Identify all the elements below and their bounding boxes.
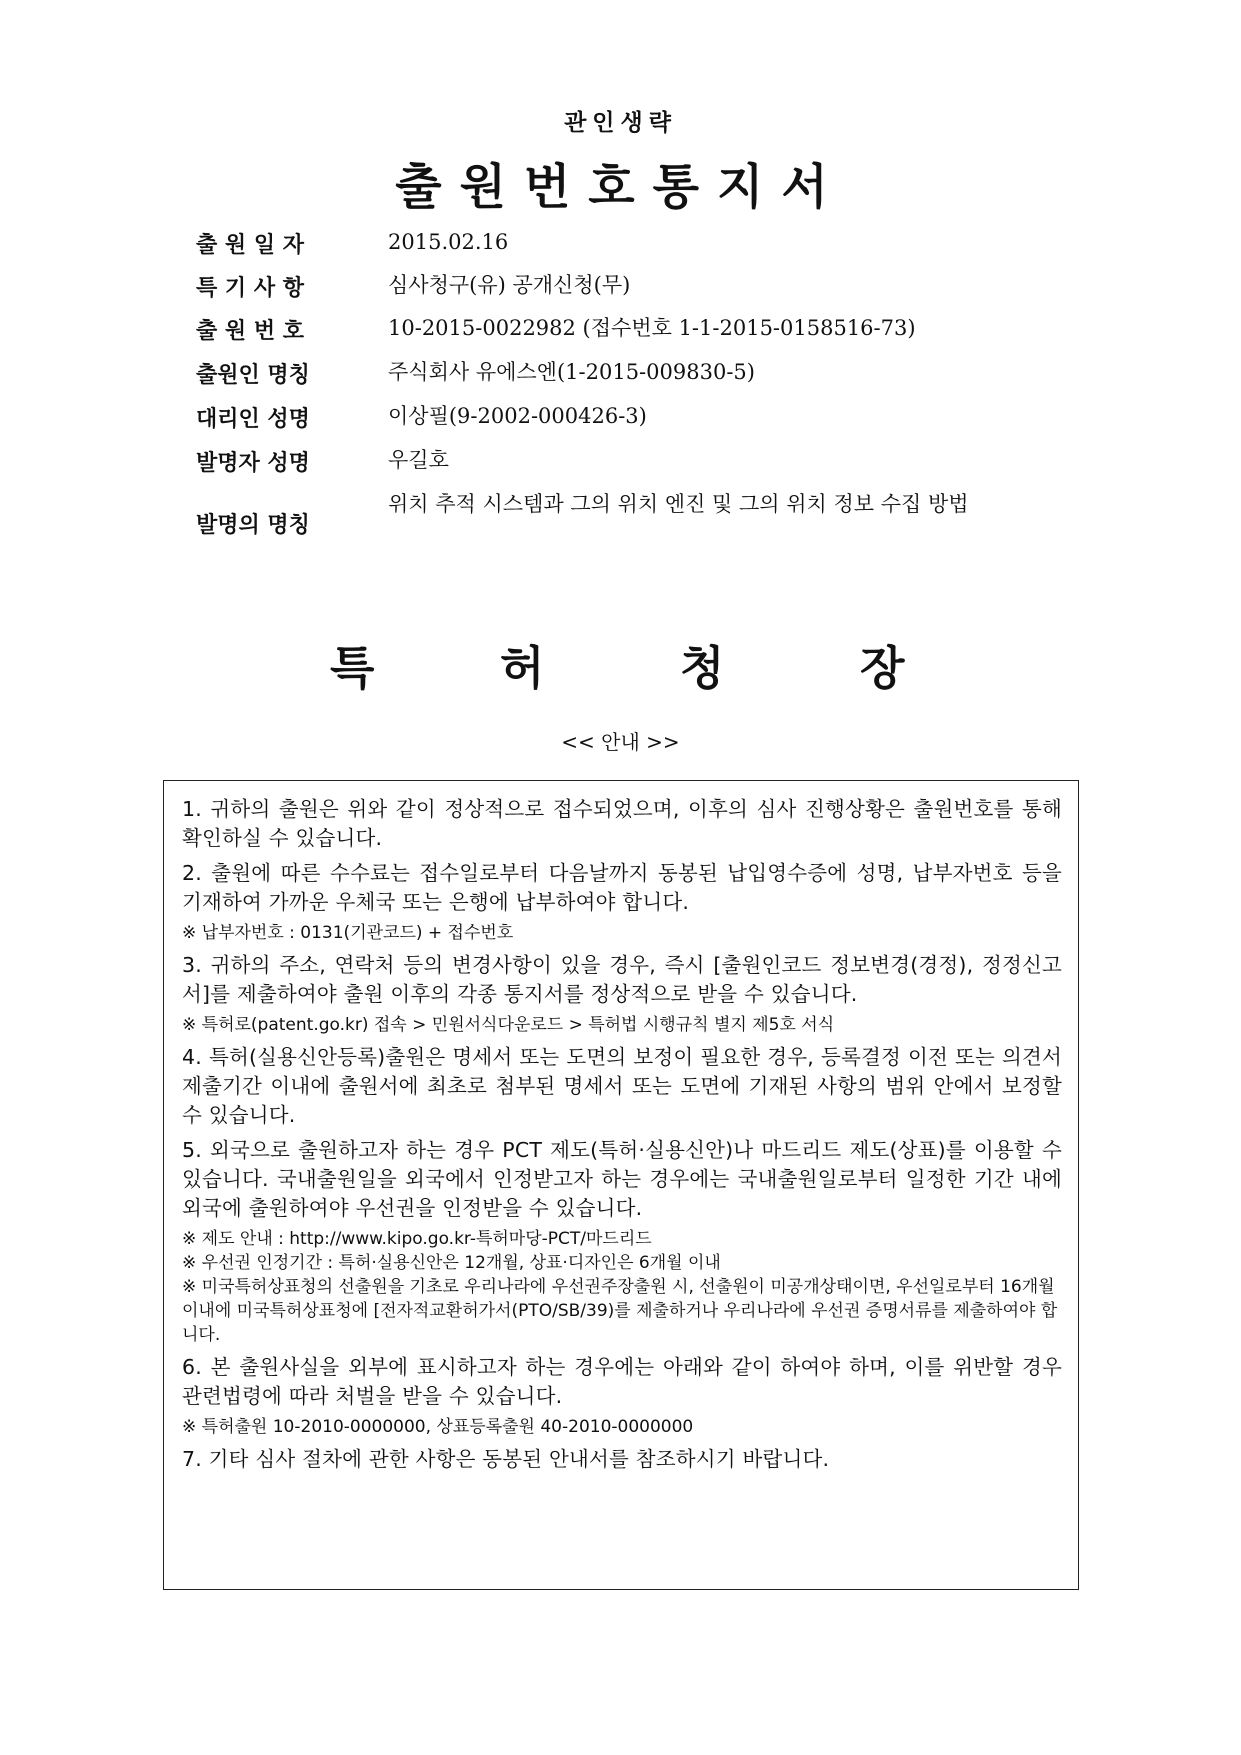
notice-header: << 안내 >> xyxy=(561,730,680,754)
field-inventor-name xyxy=(0,446,1241,486)
field-label: 대리인 성명 xyxy=(196,407,310,432)
field-applicant-name xyxy=(0,358,1241,398)
field-value: 10-2015-0022982 (접수번호 1-1-2015-0158516-73) xyxy=(388,316,916,340)
field-agent-name xyxy=(0,402,1241,442)
issuer-char: 청 xyxy=(680,641,725,695)
field-value: 위치 추적 시스템과 그의 위치 엔진 및 그의 위치 정보 수집 방법 xyxy=(388,492,969,516)
field-filing-date xyxy=(0,228,1241,268)
document-title: 출원번호통지서 xyxy=(395,159,846,215)
notice-item: 7. 기타 심사 절차에 관한 사항은 동봉된 안내서를 참조하시기 바랍니다. xyxy=(182,1447,830,1471)
notice-box xyxy=(163,780,1079,1590)
notice-note: ※ 제도 안내 : http://www.kipo.go.kr-특허마당-PCT/마드리드 xyxy=(182,1229,652,1249)
notice-note: ※ 특허출원 10-2010-0000000, 상표등록출원 40-2010-0000000 xyxy=(182,1417,694,1437)
issuer-commissioner xyxy=(0,632,1241,695)
notice-item: 3. 귀하의 주소, 연락처 등의 변경사항이 있을 경우, 즉시 [출원인코드 정보변경(경정), 정정신고서]를 제출하여야 출원 이후의 각종 통지서를 정상적으로 받을 수 있습니다. xyxy=(182,953,1062,1006)
notice-note-group xyxy=(182,1227,1062,1347)
omitted-seal-label: 관인생략 xyxy=(564,110,677,136)
notice-item: 1. 귀하의 출원은 위와 같이 정상적으로 접수되었으며, 이후의 심사 진행상황은 출원번호를 통해 확인하실 수 있습니다. xyxy=(182,797,1062,850)
field-value: 주식회사 유에스엔(1-2015-009830-5) xyxy=(388,360,755,384)
notice-note: ※ 우선권 인정기간 : 특허·실용신안은 12개월, 상표·디자인은 6개월 이내 xyxy=(182,1253,721,1273)
notice-item: 4. 특허(실용신안등록)출원은 명세서 또는 도면의 보정이 필요한 경우, 등록결정 이전 또는 의견서 제출기간 이내에 출원서에 최초로 첨부된 명세서 또는 도면에 기재된 사항의 범위 안에서 보정할 수 있습니다. xyxy=(182,1045,1062,1127)
field-value: 우길호 xyxy=(388,448,449,472)
field-value: 심사청구(유) 공개신청(무) xyxy=(388,273,631,297)
field-application-number xyxy=(0,314,1241,354)
field-label: 발명자 성명 xyxy=(196,451,310,476)
field-invention-title xyxy=(0,490,1241,554)
field-label: 출 원 일 자 xyxy=(196,233,304,258)
notice-note: ※ 특허로(patent.go.kr) 접속 > 민원서식다운로드 > 특허법 시행규칙 별지 제5호 서식 xyxy=(182,1015,835,1035)
field-value: 이상필(9-2002-000426-3) xyxy=(388,404,647,428)
notice-item: 2. 출원에 따른 수수료는 접수일로부터 다음날까지 동봉된 납입영수증에 성명, 납부자번호 등을 기재하여 가까운 우체국 또는 은행에 납부하여야 합니다. xyxy=(182,861,1062,914)
field-label: 출원인 명칭 xyxy=(196,363,310,388)
field-special-notes xyxy=(0,271,1241,311)
issuer-char: 특 xyxy=(330,641,375,695)
notice-item: 5. 외국으로 출원하고자 하는 경우 PCT 제도(특허·실용신안)나 마드리드 제도(상표)를 이용할 수 있습니다. 국내출원일을 외국에서 인정받고자 하는 경우에는 국내출원일로부터 일정한 기간 내에 외국에 출원하여야 우선권을 인정받을 수 있습니다. xyxy=(182,1138,1062,1220)
issuer-char: 허 xyxy=(500,641,545,695)
field-label: 특 기 사 항 xyxy=(196,276,304,301)
notice-note: ※ 미국특허상표청의 선출원을 기초로 우리나라에 우선권주장출원 시, 선출원이 미공개상태이면, 우선일로부터 16개월 이내에 미국특허상표청에 [전자적교환허가서(PTO/SB/39)를 제출하거나 우리나라에 우선권 증명서류를 제출하여야 합니다. xyxy=(182,1277,1058,1345)
issuer-char: 장 xyxy=(860,641,905,695)
field-label: 발명의 명칭 xyxy=(196,513,310,538)
field-value: 2015.02.16 xyxy=(388,230,509,254)
field-label: 출 원 번 호 xyxy=(196,319,304,344)
notice-item: 6. 본 출원사실을 외부에 표시하고자 하는 경우에는 아래와 같이 하여야 하며, 이를 위반할 경우 관련법령에 따라 처벌을 받을 수 있습니다. xyxy=(182,1355,1062,1408)
notice-list xyxy=(182,795,1062,1480)
notice-note: ※ 납부자번호 : 0131(기관코드) + 접수번호 xyxy=(182,923,514,943)
